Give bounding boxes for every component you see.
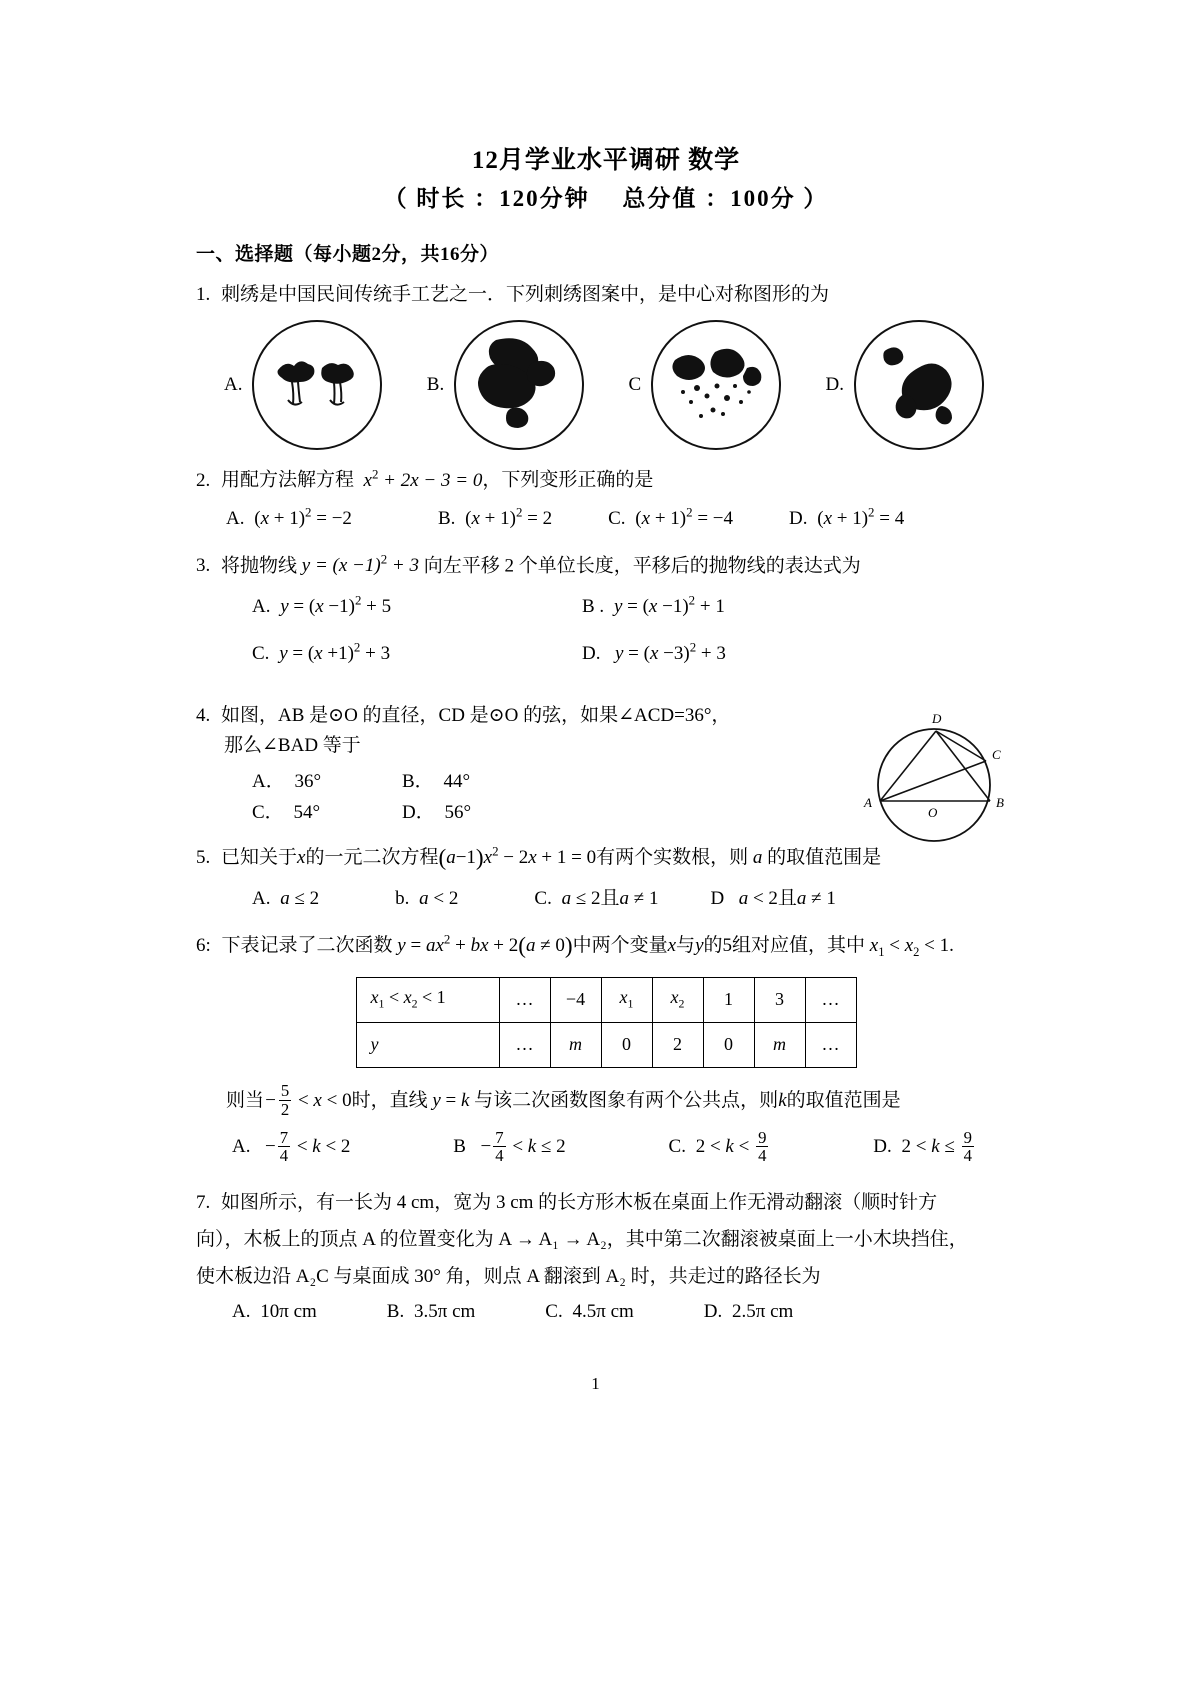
question-4-option-a-label: A． bbox=[252, 771, 285, 793]
table-cell-y-header: y bbox=[356, 1022, 499, 1067]
embroidery-pattern-c-icon bbox=[651, 320, 781, 450]
question-4-option-d-expr: 56° bbox=[444, 801, 472, 823]
question-7-option-b-expr: 3.5π cm bbox=[413, 1300, 476, 1322]
question-7-option-a-expr: 10π cm bbox=[260, 1300, 317, 1322]
question-2-option-d-expr: $(x + 1)^2 = 4$ bbox=[817, 505, 905, 530]
question-4-option-d[interactable] bbox=[402, 798, 471, 828]
question-2-option-d[interactable] bbox=[789, 502, 904, 536]
question-7-option-a-label: A. bbox=[232, 1300, 251, 1322]
question-6-data-table bbox=[356, 977, 857, 1068]
question-3-option-d-expr: $y = (x -3)^2 + 3$ bbox=[614, 640, 726, 665]
question-4-option-c-expr: 54° bbox=[293, 801, 321, 823]
question-7-option-b[interactable] bbox=[387, 1301, 476, 1323]
question-2-options bbox=[196, 502, 1016, 536]
question-5-option-c-expr: a ≤ 2且a ≠ 1 bbox=[561, 888, 659, 910]
table-cell: … bbox=[499, 1022, 550, 1067]
diagram-label-o: O bbox=[928, 804, 938, 820]
question-6-options bbox=[196, 1127, 1016, 1166]
question-3-option-d[interactable] bbox=[582, 637, 726, 671]
diagram-label-a: A bbox=[864, 794, 872, 810]
option-figure-a[interactable] bbox=[224, 320, 382, 450]
question-2-lead: 用配方法解方程 bbox=[221, 469, 355, 491]
question-1-text: 刺绣是中国民间传统手工艺之一．下列刺绣图案中，是中心对称图形的为 bbox=[221, 284, 830, 305]
question-6-option-b-label: B bbox=[453, 1136, 466, 1158]
option-figure-c-label: C bbox=[628, 374, 642, 396]
question-5-option-a[interactable] bbox=[252, 883, 319, 915]
question-4-option-c[interactable] bbox=[252, 798, 402, 828]
question-3-lead: 将抛物线 bbox=[221, 555, 298, 577]
table-cell: −4 bbox=[550, 977, 601, 1022]
question-2-option-d-label: D. bbox=[789, 508, 808, 530]
question-5-text: 已知关于x的一元二次方程$(a-1)x^2 - 2x + 1 = 0$有两个实数根，则 a 的取值范围是 bbox=[221, 844, 882, 872]
question-3-option-a-label: A. bbox=[252, 595, 271, 617]
question-3-option-b[interactable] bbox=[582, 589, 725, 623]
question-3-option-c-label: C. bbox=[252, 643, 270, 665]
question-7-number: 7. bbox=[196, 1191, 211, 1213]
option-figure-b[interactable] bbox=[427, 320, 584, 450]
question-5-option-d[interactable] bbox=[710, 883, 835, 915]
question-6-text: 下表记录了二次函数 $y = ax^2$ + bx + 2(a ≠ 0)中两个变量x与y的5组对应值，其中 $x_1 < x_2 < 1$. bbox=[221, 931, 954, 959]
question-7-line2: 向），木板上的顶点 A 的位置变化为 A → A₁ → A₂，其中第二次翻滚被桌面上一小木块挡住， bbox=[196, 1228, 968, 1250]
question-5-option-d-expr: a < 2且a ≠ 1 bbox=[738, 888, 836, 910]
question-4-number: 4. bbox=[196, 704, 211, 726]
question-6-option-d[interactable] bbox=[873, 1127, 976, 1166]
question-7-line1-text: 如图所示，有一长为 4 cm，宽为 3 cm 的长方形木板在桌面上作无滑动翻滚（顺时针方 bbox=[221, 1191, 938, 1213]
table-cell: $x_2$ bbox=[652, 977, 703, 1022]
page-subtitle: （ 时长 ：120分钟 总分值 ：100分 ） bbox=[383, 186, 829, 211]
table-cell: 2 bbox=[652, 1022, 703, 1067]
question-7-option-d-label: D. bbox=[703, 1300, 723, 1322]
option-figure-d-label: D. bbox=[825, 374, 844, 396]
question-4-line1: 如图，AB 是⊙O 的直径，CD 是⊙O 的弦，如果∠ACD=36°， bbox=[221, 704, 731, 726]
question-4-option-a[interactable] bbox=[252, 767, 402, 797]
question-6-option-c-expr: 2 < k < $\frac{9}{4}$ bbox=[695, 1127, 767, 1166]
question-7-line1 bbox=[196, 1184, 1016, 1221]
table-cell: $x_1$ bbox=[601, 977, 652, 1022]
question-7-option-c[interactable] bbox=[545, 1301, 634, 1323]
question-2-tail: ，下列变形正确的是 bbox=[482, 469, 654, 491]
table-cell: m bbox=[550, 1022, 601, 1067]
question-3-option-a-expr: $y = (x -1)^2 + 5$ bbox=[280, 592, 392, 617]
embroidery-pattern-b-icon bbox=[454, 320, 584, 450]
question-5-option-b-label: b. bbox=[395, 888, 410, 910]
question-6-option-a[interactable] bbox=[232, 1127, 351, 1166]
question-5-option-b-expr: a < 2 bbox=[419, 888, 459, 910]
question-7 bbox=[196, 1184, 1016, 1295]
question-6-number: 6: bbox=[196, 934, 211, 956]
question-4-block bbox=[196, 701, 1016, 829]
question-2-option-b-label: B. bbox=[437, 508, 456, 530]
question-7-option-d-expr: 2.5π cm bbox=[732, 1300, 794, 1322]
embroidery-pattern-a-icon bbox=[252, 320, 382, 450]
question-5-option-b[interactable] bbox=[395, 883, 458, 915]
question-4-option-b[interactable] bbox=[402, 767, 470, 797]
question-7-line3: 使木板边沿 A₂C 与桌面成 30° 角，则点 A 翻滚到 A₂ 时，共走过的路径长为 bbox=[196, 1265, 821, 1287]
question-3-tail: 向左平移 2 个单位长度，平移后的抛物线的表达式为 bbox=[423, 555, 861, 577]
question-2-formula: $x^2 + 2x - 3 = 0$ bbox=[363, 466, 483, 491]
question-6-option-b-expr: − $\frac{7}{4}$ < k ≤ 2 bbox=[475, 1127, 566, 1166]
table-cell: … bbox=[499, 977, 550, 1022]
question-5-option-a-expr: a ≤ 2 bbox=[280, 888, 320, 910]
table-cell: 0 bbox=[703, 1022, 754, 1067]
question-2-option-c[interactable] bbox=[608, 502, 733, 536]
question-6-option-d-label: D. bbox=[873, 1136, 892, 1158]
option-figure-b-label: B. bbox=[426, 374, 445, 396]
question-2 bbox=[196, 464, 1016, 496]
question-5-option-a-label: A. bbox=[252, 888, 271, 910]
question-5-option-c[interactable] bbox=[534, 883, 658, 915]
question-3-option-a[interactable] bbox=[252, 589, 582, 623]
question-1 bbox=[196, 280, 1016, 310]
question-4-option-b-expr: 44° bbox=[443, 771, 471, 793]
page-content bbox=[196, 140, 1016, 1323]
question-5-number: 5. bbox=[196, 847, 211, 869]
question-6-option-d-expr: 2 < k ≤ $\frac{9}{4}$ bbox=[901, 1127, 972, 1166]
table-row-y bbox=[356, 1022, 856, 1067]
question-3-option-c-expr: $y = (x +1)^2 + 3$ bbox=[279, 640, 391, 665]
question-5-option-d-label: D bbox=[710, 888, 725, 910]
question-4-option-d-label: D． bbox=[402, 801, 435, 823]
question-6-continuation: 则当− $\frac{5}{2}$ < x < 0时，直线 y = k 与该二次函数图象有两个公共点，则k的取值范围是 bbox=[226, 1081, 901, 1119]
question-1-number: 1. bbox=[196, 284, 211, 305]
table-cell-x-header: $x_1 < x_2 < 1$ bbox=[356, 977, 499, 1022]
diagram-label-c: C bbox=[992, 746, 1001, 762]
question-7-option-a[interactable] bbox=[232, 1301, 317, 1323]
question-4-line2: 那么∠BAD 等于 bbox=[224, 735, 361, 757]
question-4-option-a-expr: 36° bbox=[294, 771, 322, 793]
question-5 bbox=[196, 840, 1016, 877]
question-3-option-d-label: D. bbox=[582, 643, 601, 665]
question-2-option-a[interactable] bbox=[226, 502, 352, 536]
question-2-option-c-expr: $(x + 1)^2 = -4$ bbox=[635, 505, 733, 530]
question-6-option-a-label: A. bbox=[232, 1136, 251, 1158]
table-cell: m bbox=[754, 1022, 805, 1067]
section-heading-choice: 一、选择题（每小题2分，共16分） bbox=[196, 244, 500, 265]
question-4-option-b-label: B． bbox=[402, 771, 434, 793]
question-7-option-d[interactable] bbox=[704, 1301, 794, 1323]
question-7-option-b-label: B. bbox=[386, 1300, 405, 1322]
question-2-option-b[interactable] bbox=[438, 502, 552, 536]
question-6-option-a-expr: − $\frac{7}{4}$ < k < 2 bbox=[260, 1127, 351, 1166]
question-2-option-a-label: A. bbox=[226, 508, 245, 530]
page-number: 1 bbox=[591, 1374, 600, 1393]
table-cell: … bbox=[805, 977, 856, 1022]
circle-geometry-diagram bbox=[850, 703, 1030, 853]
question-7-options bbox=[196, 1301, 1016, 1323]
table-cell: … bbox=[805, 1022, 856, 1067]
question-2-option-b-expr: $(x + 1)^2 = 2$ bbox=[465, 505, 553, 530]
question-2-option-c-label: C. bbox=[608, 508, 626, 530]
question-5-option-c-label: C. bbox=[534, 888, 552, 910]
question-7-option-c-label: C. bbox=[545, 1300, 563, 1322]
question-5-options bbox=[196, 883, 1016, 915]
option-figure-c[interactable] bbox=[629, 320, 782, 450]
option-figure-d[interactable] bbox=[826, 320, 984, 450]
question-3 bbox=[196, 550, 1016, 582]
diagram-label-d: D bbox=[932, 710, 942, 726]
question-4 bbox=[196, 701, 736, 762]
question-2-option-a-expr: $(x + 1)^2 = -2$ bbox=[254, 505, 352, 530]
question-3-number: 3. bbox=[196, 555, 211, 577]
question-6-option-c-label: C. bbox=[668, 1136, 686, 1158]
question-3-option-b-label: B . bbox=[582, 595, 605, 617]
option-figure-a-label: A. bbox=[224, 374, 243, 396]
question-6 bbox=[196, 928, 1016, 965]
question-3-options bbox=[196, 589, 1016, 670]
question-6-table-wrapper bbox=[196, 977, 1016, 1068]
question-6-option-b[interactable] bbox=[453, 1127, 566, 1166]
table-cell: 1 bbox=[703, 977, 754, 1022]
question-3-option-b-expr: $y = (x -1)^2 + 1$ bbox=[613, 592, 725, 617]
table-row-x bbox=[356, 977, 856, 1022]
question-4-option-c-label: C． bbox=[252, 801, 284, 823]
page-title: 12月学业水平调研 数学 bbox=[471, 147, 741, 174]
question-3-formula: $y = (x -1)^2 + 3$ bbox=[301, 551, 419, 577]
question-1-figures bbox=[224, 320, 984, 450]
table-cell: 0 bbox=[601, 1022, 652, 1067]
embroidery-pattern-d-icon bbox=[854, 320, 984, 450]
diagram-label-b: B bbox=[996, 794, 1004, 810]
question-7-option-c-expr: 4.5π cm bbox=[572, 1300, 634, 1322]
question-3-option-c[interactable] bbox=[252, 637, 582, 671]
question-2-number: 2. bbox=[196, 469, 211, 491]
question-6-option-c[interactable] bbox=[668, 1127, 771, 1166]
table-cell: 3 bbox=[754, 977, 805, 1022]
